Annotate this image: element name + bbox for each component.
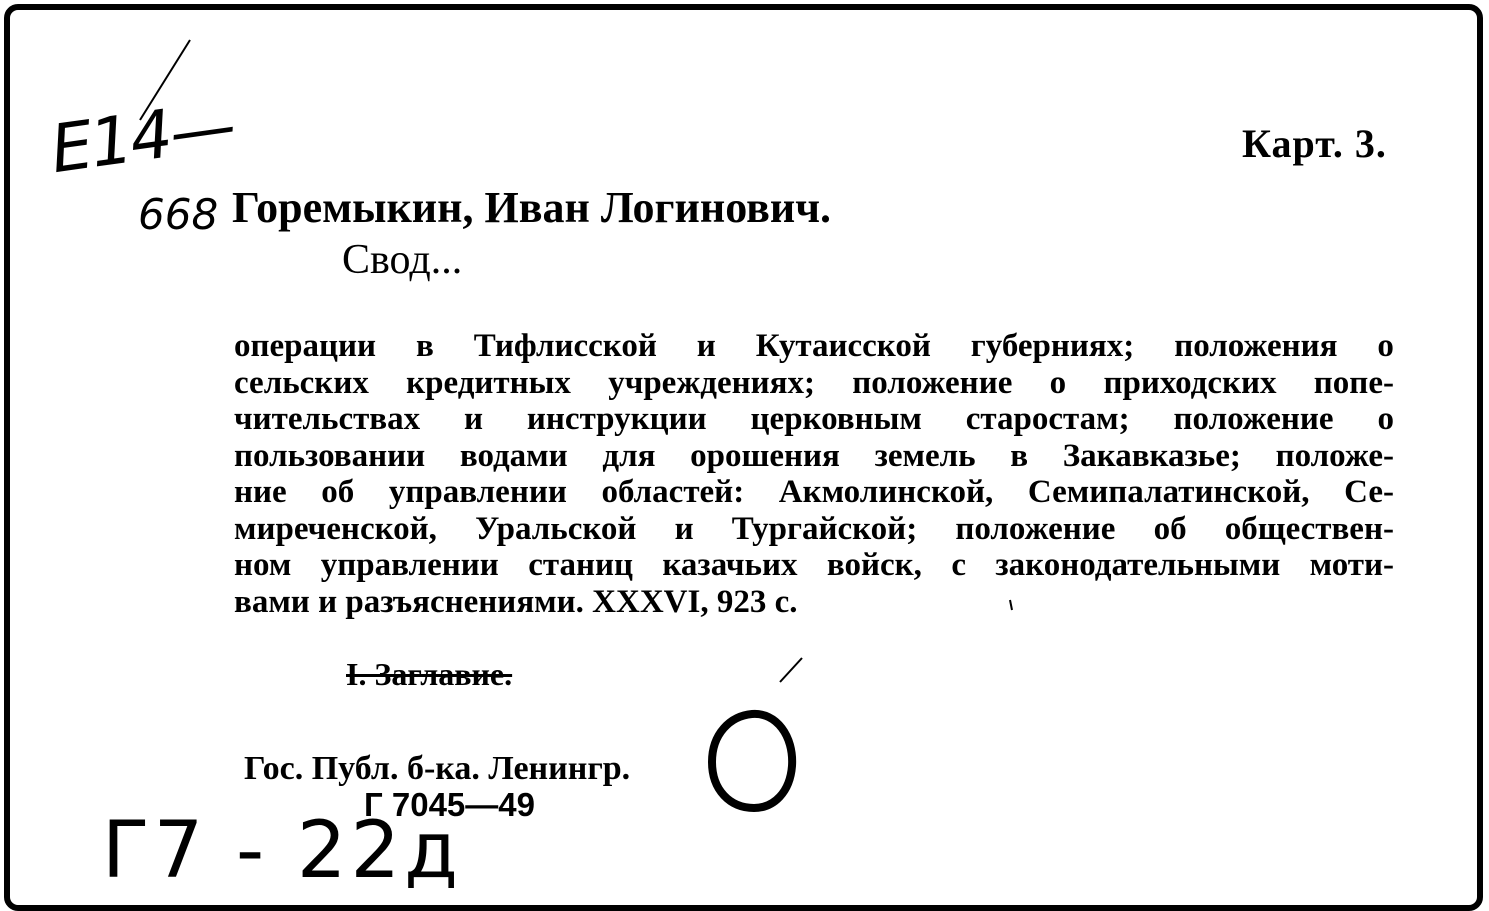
word: чительствах bbox=[234, 401, 421, 437]
word: войск, bbox=[826, 547, 922, 583]
word: об bbox=[1153, 510, 1187, 547]
word: для bbox=[602, 437, 656, 474]
word: инструкции bbox=[526, 401, 707, 437]
word: кредитных bbox=[406, 364, 571, 401]
word: Тургайской; bbox=[731, 510, 918, 547]
word: моти- bbox=[1309, 547, 1394, 583]
word: в bbox=[415, 328, 434, 364]
word: пользовании bbox=[234, 437, 426, 474]
word: с bbox=[951, 547, 966, 583]
word: Семипалатинской, bbox=[1027, 474, 1310, 510]
author-heading: Горемыкин, Иван Логинович. bbox=[232, 183, 832, 232]
word: о bbox=[1377, 401, 1394, 437]
word: XXXVI, bbox=[592, 583, 709, 620]
handwritten-call-number: Г7 - 22д bbox=[102, 806, 463, 896]
word: ние bbox=[234, 474, 287, 510]
handwritten-number: 668 bbox=[138, 190, 219, 239]
pen-stroke-marks bbox=[10, 10, 1477, 905]
word: обществен- bbox=[1224, 510, 1394, 547]
word: вами bbox=[234, 583, 310, 620]
handwritten-code: Е14— bbox=[46, 86, 239, 189]
catalog-card bbox=[4, 4, 1483, 911]
word: учреждениях; bbox=[608, 364, 815, 401]
word: Се- bbox=[1344, 474, 1394, 510]
word: в bbox=[1010, 437, 1029, 474]
title-abbrev: Свод... bbox=[342, 237, 463, 283]
word: с. bbox=[774, 583, 798, 620]
shelfmark: Г 7045—49 bbox=[364, 786, 535, 823]
library-name: Гос. Публ. б-ка. Ленингр. bbox=[244, 750, 631, 787]
word: Тифлисской bbox=[473, 328, 657, 364]
word: положение bbox=[955, 510, 1116, 547]
word: управлении bbox=[388, 474, 567, 510]
word: областей: bbox=[601, 474, 745, 510]
word: ном bbox=[234, 547, 292, 583]
word: положе- bbox=[1275, 437, 1394, 474]
word: казачьих bbox=[662, 547, 798, 583]
word: 923 bbox=[716, 583, 767, 620]
word: Закавказье; bbox=[1062, 437, 1241, 474]
word: губерниях; bbox=[970, 328, 1135, 364]
word: о bbox=[1377, 328, 1394, 364]
word: законодательными bbox=[995, 547, 1281, 583]
word: положение bbox=[1173, 401, 1334, 437]
word: Кутаисской bbox=[755, 328, 931, 364]
word: земель bbox=[874, 437, 976, 474]
word: об bbox=[321, 474, 355, 510]
word: церковным bbox=[750, 401, 922, 437]
word: разъяснениями. bbox=[345, 583, 584, 620]
word: управлении bbox=[320, 547, 499, 583]
word: о bbox=[1049, 364, 1067, 401]
word: операции bbox=[234, 328, 377, 364]
word: старостам; bbox=[965, 401, 1130, 437]
word: миреченской, bbox=[234, 510, 437, 547]
word: приходских bbox=[1103, 364, 1277, 401]
word: Уральской bbox=[475, 510, 637, 547]
word: Акмолинской, bbox=[778, 474, 994, 510]
word: орошения bbox=[690, 437, 840, 474]
word: положение bbox=[852, 364, 1013, 401]
word: и bbox=[696, 328, 716, 364]
word: положения bbox=[1174, 328, 1338, 364]
tracing-struck: I. Заглавие. bbox=[346, 656, 513, 692]
word: и bbox=[318, 583, 338, 620]
word: и bbox=[464, 401, 484, 437]
word: попе- bbox=[1313, 364, 1394, 401]
word: станиц bbox=[528, 547, 633, 583]
word: и bbox=[674, 510, 694, 547]
word: водами bbox=[459, 437, 568, 474]
word: сельских bbox=[234, 364, 369, 401]
card-number: Карт. 3. bbox=[1242, 121, 1387, 166]
